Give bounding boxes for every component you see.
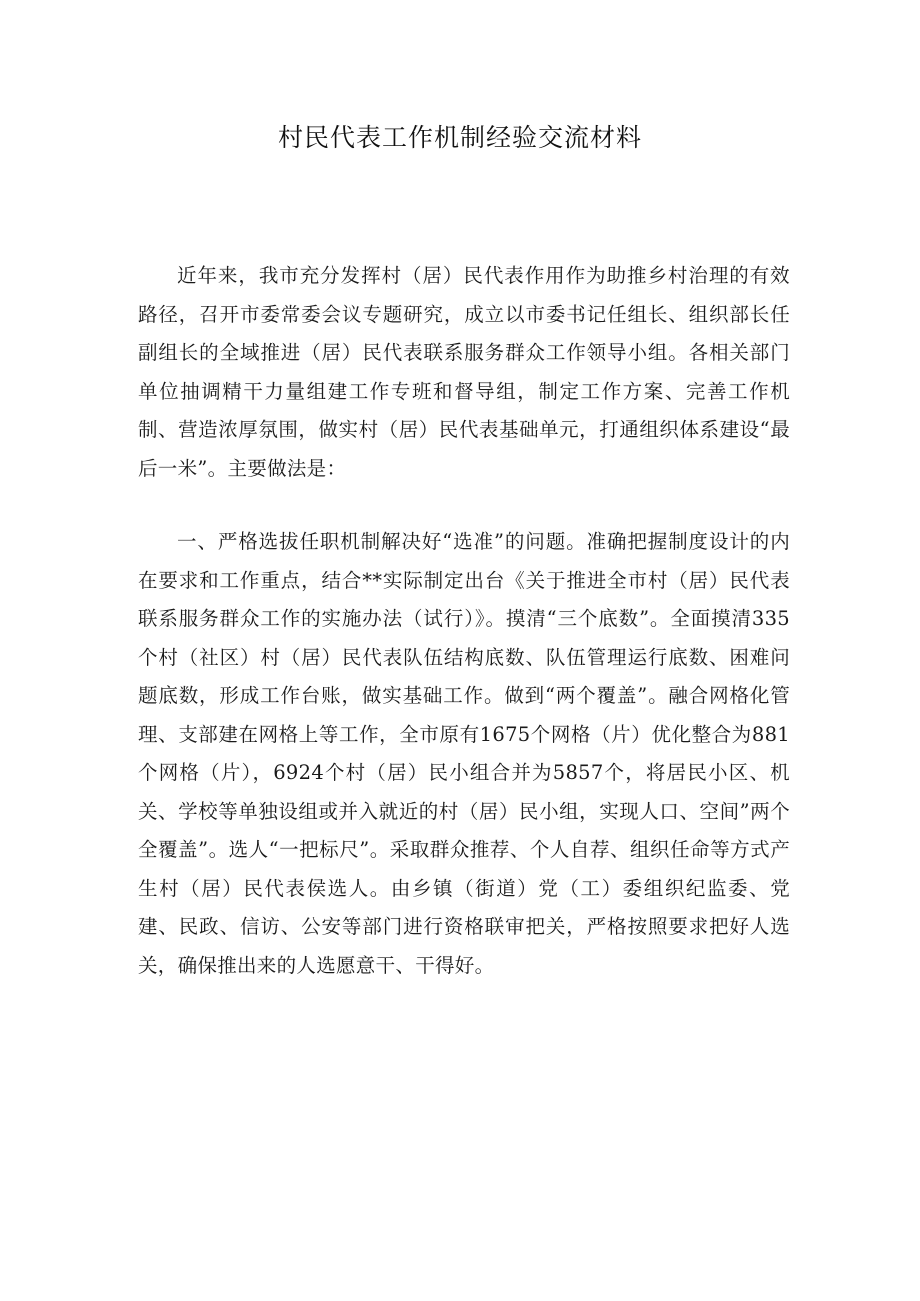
document-body (138, 257, 790, 985)
document-title: 村民代表工作机制经验交流材料 (277, 123, 642, 152)
paragraph-section-one: 一、严格选拔任职机制解决好“选准”的问题。准确把握制度设计的内在要求和工作重点，结合**实际制定出台《关于推进全市村（居）民代表联系服务群众工作的实施办法（试行）》。摸清“三个底数”。全面摸清335个村（社区）村（居）民代表队伍结构底数、队伍管理运行底数、困难问题底数，形成工作台账，做实基础工作。做到“两个覆盖”。融合网格化管理、支部建在网格上等工作，全市原有1675个网格（片）优化整合为881个网格（片），6924个村（居）民小组合并为5857个，将居民小区、机关、学校等单独设组或并入就近的村（居）民小组，实现人口、空间”两个全覆盖”。选人“一把标尺”。采取群众推荐、个人自荐、组织任命等方式产生村（居）民代表侯选人。由乡镇（街道）党（工）委组织纪监委、党建、民政、信访、公安等部门进行资格联审把关，严格按照要求把好人选关，确保推出来的人选愿意干、干得好。 (138, 530, 790, 977)
paragraph-introduction: 近年来，我市充分发挥村（居）民代表作用作为助推乡村治理的有效路径，召开市委常委会议专题研究，成立以市委书记任组长、组织部长任副组长的全域推进（居）民代表联系服务群众工作领导小组。各相关部门单位抽调精干力量组建工作专班和督导组，制定工作方案、完善工作机制、营造浓厚氛围，做实村（居）民代表基础单元，打通组织体系建设“最后一米”。主要做法是： (138, 264, 790, 480)
